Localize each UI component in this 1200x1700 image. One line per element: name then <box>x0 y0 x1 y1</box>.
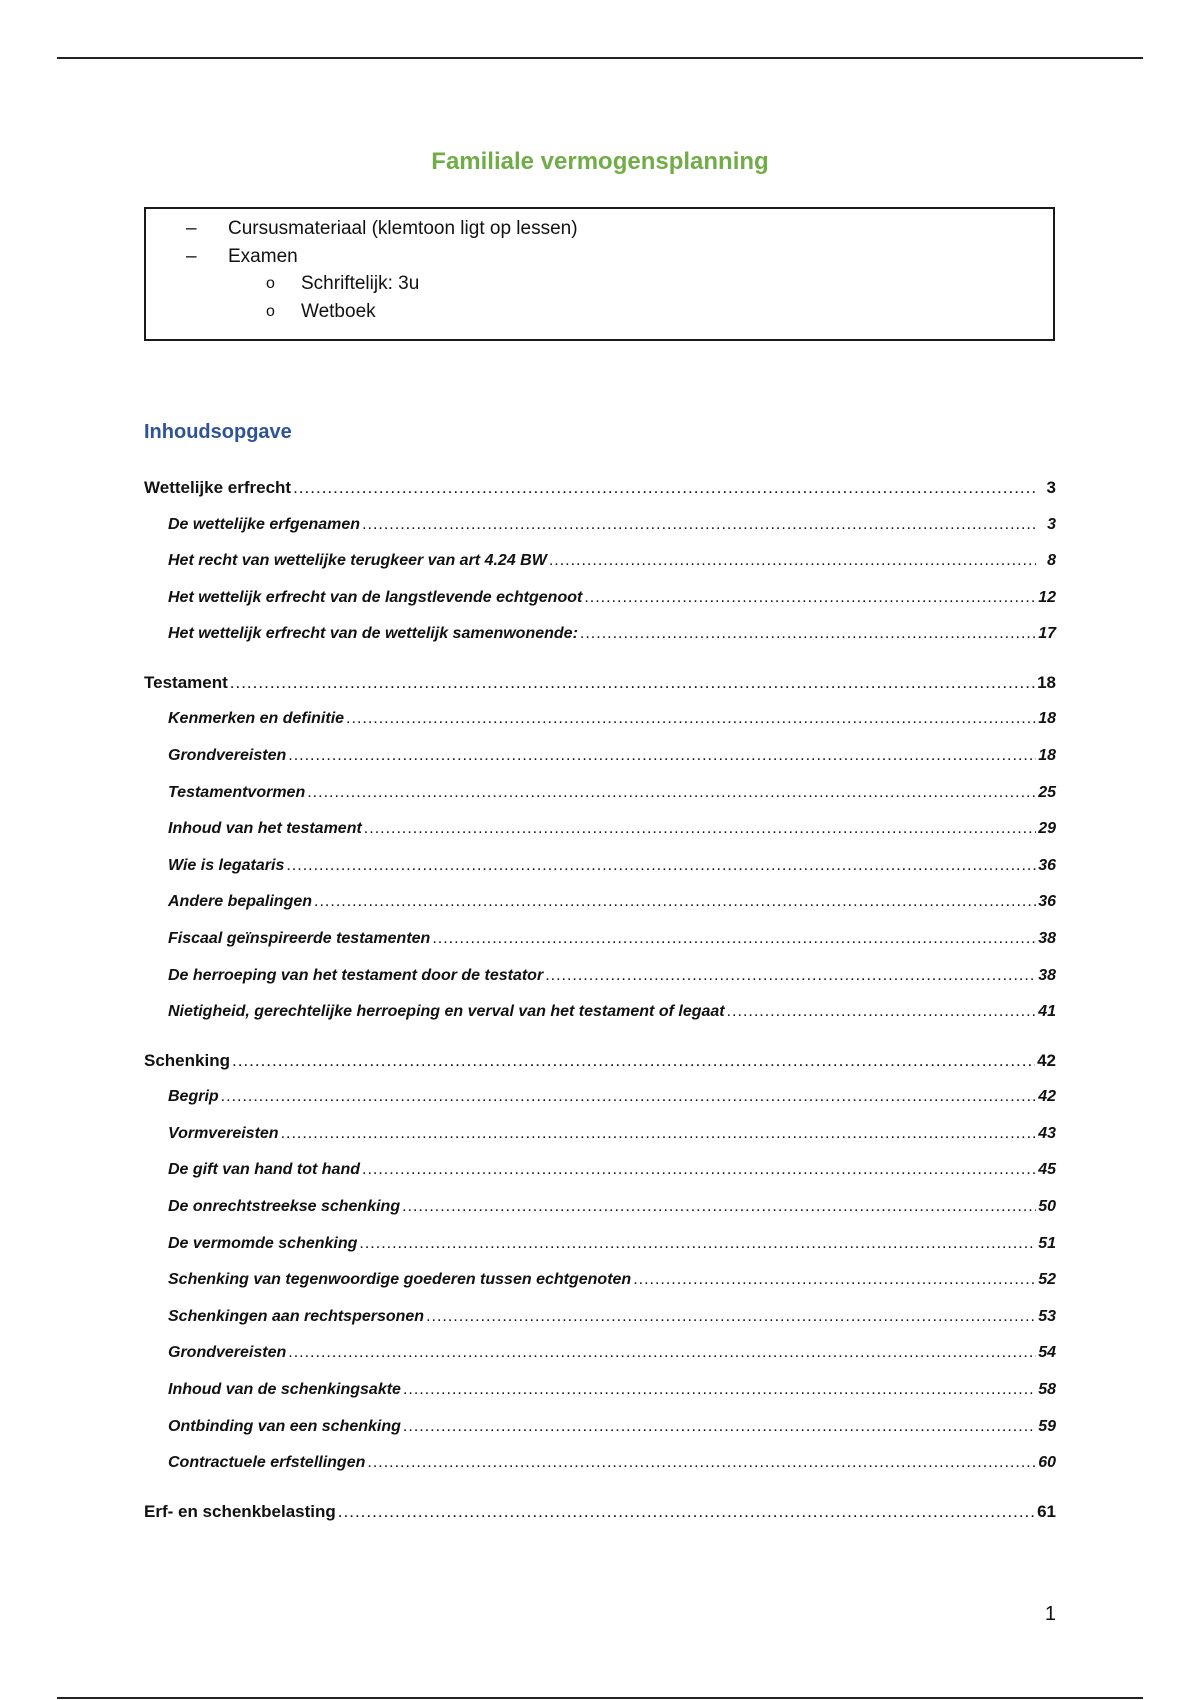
toc-dot-leader <box>367 1448 1036 1478</box>
toc-page-number: 18 <box>1037 672 1056 692</box>
toc-entry-title: Inhoud van de schenkingsakte <box>168 1380 401 1398</box>
toc-page-number: 3 <box>1047 515 1056 533</box>
toc-section[interactable] <box>144 997 1056 1034</box>
toc-entry-title: Schenking van tegenwoordige goederen tussen echtgenoten <box>168 1271 632 1289</box>
toc-entry-title: Testament <box>144 672 228 692</box>
toc-entry-title: Wettelijke erfrecht <box>144 478 292 497</box>
toc-entry-title: Grondvereisten <box>168 1344 287 1362</box>
toc-section[interactable] <box>144 619 1056 656</box>
circle-bullet-icon: o <box>266 303 275 320</box>
toc-entry-title: De herroeping van het testament door de testator <box>168 966 544 984</box>
toc-dot-leader <box>549 546 1036 576</box>
toc-section[interactable] <box>144 778 1056 815</box>
toc-dot-leader <box>584 583 1036 613</box>
toc-entry-title: De onrechtstreekse schenking <box>168 1198 401 1215</box>
toc-dot-leader <box>338 1497 1035 1527</box>
dash-bullet-icon: – <box>186 246 197 267</box>
toc-section[interactable] <box>144 1155 1056 1192</box>
toc-dot-leader <box>545 961 1036 991</box>
toc-section[interactable] <box>144 1119 1056 1156</box>
toc-dot-leader <box>402 1192 1036 1222</box>
toc-section[interactable] <box>144 1448 1056 1485</box>
toc-chapter[interactable] <box>144 668 1056 705</box>
toc-section[interactable] <box>144 1082 1056 1119</box>
toc-dot-leader <box>221 1082 1036 1112</box>
toc-page-number: 29 <box>1038 820 1056 838</box>
toc-entry-title: De gift van hand tot hand <box>168 1161 360 1179</box>
toc-dot-leader <box>727 997 1036 1027</box>
toc-section[interactable] <box>144 851 1056 888</box>
toc-entry-title: Grondvereisten <box>168 746 287 764</box>
toc-section[interactable] <box>144 1192 1056 1229</box>
toc-page-number: 36 <box>1038 856 1056 874</box>
toc-page-number: 36 <box>1038 893 1056 911</box>
toc-dot-leader <box>403 1375 1036 1405</box>
toc-section[interactable] <box>144 814 1056 851</box>
toc-page-number: 41 <box>1038 1003 1056 1021</box>
toc-dot-leader <box>432 924 1036 954</box>
toc-section[interactable] <box>144 1229 1056 1266</box>
page-number: 1 <box>1044 1603 1056 1625</box>
toc-page-number: 60 <box>1038 1454 1056 1472</box>
toc-dot-leader <box>288 741 1036 771</box>
toc-dot-leader <box>286 851 1036 881</box>
toc-section[interactable] <box>144 704 1056 741</box>
toc-page-number: 12 <box>1038 588 1056 606</box>
toc-entry-title: Kenmerken en definitie <box>168 710 345 728</box>
info-item-text: Examen <box>228 246 298 267</box>
toc-entry-title: Testamentvormen <box>168 783 306 801</box>
toc-entry-title: De wettelijke erfgenamen <box>168 515 361 533</box>
toc-page-number: 45 <box>1038 1161 1056 1179</box>
toc-entry-title: Schenkingen aan rechtspersonen <box>168 1307 425 1325</box>
toc-section[interactable] <box>144 961 1056 998</box>
toc-page-number: 61 <box>1037 1501 1056 1521</box>
course-info-box <box>144 207 1055 341</box>
toc-dot-leader <box>426 1302 1036 1332</box>
toc-entry-title: Schenking <box>144 1050 230 1070</box>
toc-entry-title: Inhoud van het testament <box>168 820 362 838</box>
toc-dot-leader <box>362 1155 1036 1185</box>
toc-dot-leader <box>580 619 1036 649</box>
toc-entry-title: Het wettelijk erfrecht van de langstlevende echtgenoot <box>168 588 583 606</box>
toc-entry-title: Contractuele erfstellingen <box>168 1454 366 1472</box>
toc-section[interactable] <box>144 741 1056 778</box>
toc-entry-title: Fiscaal geïnspireerde testamenten <box>168 929 431 947</box>
toc-dot-leader <box>281 1119 1036 1149</box>
toc-section[interactable] <box>144 1302 1056 1339</box>
toc-entry-title: Andere bepalingen <box>168 893 313 911</box>
toc-entry-title: De vermomde schenking <box>168 1234 358 1252</box>
toc-dot-leader <box>633 1265 1036 1295</box>
info-item-text: Cursusmateriaal (klemtoon ligt op lessen) <box>228 218 578 239</box>
toc-heading: Inhoudsopgave <box>144 421 292 443</box>
toc-section[interactable] <box>144 1412 1056 1449</box>
toc-section[interactable] <box>144 924 1056 961</box>
toc-chapter[interactable] <box>144 1497 1056 1534</box>
toc-page-number: 42 <box>1037 1050 1056 1070</box>
toc-page-number: 42 <box>1038 1088 1056 1106</box>
toc-chapter[interactable] <box>144 1046 1056 1083</box>
info-subitem-text: Wetboek <box>301 301 376 322</box>
toc-section[interactable] <box>144 1338 1056 1375</box>
toc-page-number: 54 <box>1038 1344 1056 1362</box>
toc-dot-leader <box>230 668 1035 698</box>
dash-bullet-icon: – <box>186 218 197 239</box>
footer-rule <box>57 1697 1143 1699</box>
toc-entry-title: Het recht van wettelijke terugkeer van art 4.24 BW <box>168 552 547 570</box>
toc-page-number: 59 <box>1038 1417 1056 1435</box>
toc-dot-leader <box>314 887 1036 917</box>
circle-bullet-icon: o <box>266 275 275 292</box>
toc-dot-leader <box>307 778 1036 808</box>
toc-entry-title: Vormvereisten <box>168 1124 279 1142</box>
toc-dot-leader <box>232 1046 1035 1076</box>
toc-section[interactable] <box>144 887 1056 924</box>
toc-dot-leader <box>403 1412 1036 1442</box>
toc-dot-leader <box>364 814 1036 844</box>
toc-section[interactable] <box>144 1265 1056 1302</box>
toc-entry-title: Nietigheid, gerechtelijke herroeping en verval van het testament of legaat <box>168 1003 725 1021</box>
toc-page-number: 8 <box>1047 552 1056 570</box>
toc-page-number: 58 <box>1038 1380 1056 1398</box>
toc-page-number: 50 <box>1038 1198 1056 1215</box>
toc-page-number: 51 <box>1038 1234 1056 1252</box>
table-of-contents <box>144 473 1056 1533</box>
toc-page-number: 18 <box>1038 710 1056 728</box>
toc-entry-title: Begrip <box>168 1088 219 1106</box>
toc-section[interactable] <box>144 1375 1056 1412</box>
toc-page-number: 18 <box>1038 746 1056 764</box>
toc-dot-leader <box>293 473 1036 503</box>
toc-page-number: 38 <box>1038 929 1056 947</box>
toc-entry-title: Wie is legataris <box>168 856 285 874</box>
toc-entry-title: Ontbinding van een schenking <box>168 1417 401 1435</box>
toc-dot-leader <box>359 1229 1036 1259</box>
toc-dot-leader <box>362 510 1036 540</box>
toc-section[interactable] <box>144 510 1056 547</box>
toc-page-number: 43 <box>1038 1124 1056 1142</box>
toc-page-number: 3 <box>1046 478 1056 497</box>
toc-entry-title: Het wettelijk erfrecht van de wettelijk samenwonende: <box>168 625 578 643</box>
toc-dot-leader <box>288 1338 1036 1368</box>
toc-page-number: 17 <box>1038 625 1056 643</box>
toc-section[interactable] <box>144 546 1056 583</box>
toc-page-number: 53 <box>1038 1307 1056 1325</box>
toc-chapter[interactable] <box>144 473 1056 510</box>
toc-section[interactable] <box>144 583 1056 620</box>
toc-entry-title: Erf- en schenkbelasting <box>144 1501 336 1521</box>
info-subitem-text: Schriftelijk: 3u <box>301 273 420 294</box>
toc-page-number: 52 <box>1038 1271 1056 1289</box>
toc-page-number: 25 <box>1038 783 1056 801</box>
toc-dot-leader <box>346 704 1036 734</box>
header-rule <box>57 57 1143 59</box>
toc-page-number: 38 <box>1038 966 1056 984</box>
document-title: Familiale vermogensplanning <box>431 148 769 175</box>
